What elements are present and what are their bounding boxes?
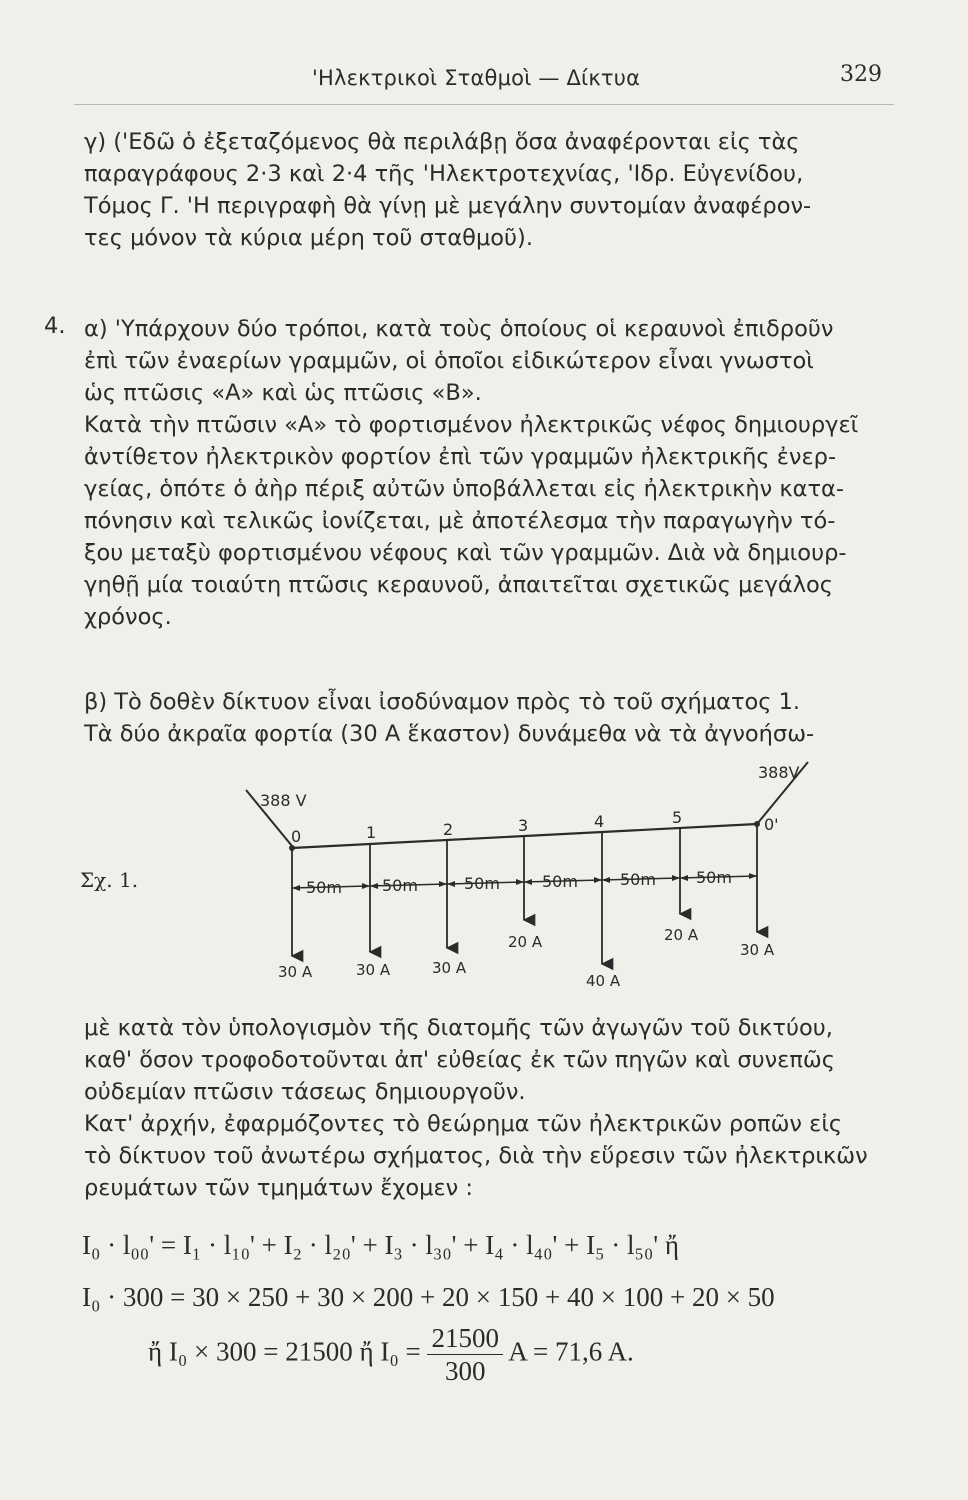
text-line: γ) ('Εδῶ ὁ ἐξεταζόμενος θὰ περιλάβῃ ὅσα ἀναφέρονται εἰς τὰς bbox=[84, 129, 800, 155]
segment-length-label: 50m bbox=[542, 872, 578, 891]
text-line: ἐπὶ τῶν ἐναερίων γραμμῶν, οἱ ὁποῖοι εἰδικώτερον εἶναι γνωστοὶ bbox=[84, 348, 814, 374]
load-label: 30 A bbox=[432, 959, 467, 977]
text-line: Κατὰ τὴν πτῶσιν «Α» τὸ φορτισμένον ἠλεκτρικῶς νέφος δημιουργεῖ bbox=[84, 412, 859, 438]
node-label: 0 bbox=[291, 827, 302, 846]
node-label: 2 bbox=[443, 820, 454, 839]
equation-result-left: ἤ I₀ × 300 = 21500 ἤ I₀ = bbox=[148, 1336, 421, 1367]
text-line: Τόμος Γ. 'Η περιγραφὴ θὰ γίνῃ μὲ μεγάλην συντομίαν ἀναφέρον- bbox=[84, 193, 812, 219]
left-voltage-label: 388 V bbox=[260, 791, 307, 810]
text-line: ὡς πτῶσις «Α» καὶ ὡς πτῶσις «Β». bbox=[84, 380, 482, 406]
text-line: ξου μεταξὺ φορτισμένου νέφους καὶ τῶν γραμμῶν. Διὰ νὰ δημιουρ- bbox=[84, 540, 847, 566]
item-number: 4. bbox=[44, 313, 66, 339]
equation-substituted: I₀ · 300 = 30 × 250 + 30 × 200 + 20 × 150 + 40 × 100 + 20 × 50 bbox=[82, 1282, 775, 1312]
node-label: 3 bbox=[518, 816, 529, 835]
fraction-denominator: 300 bbox=[444, 1356, 486, 1386]
load-label: 30 A bbox=[356, 961, 391, 979]
segment-length-label: 50m bbox=[464, 874, 500, 893]
load-label: 20 A bbox=[508, 933, 543, 951]
page-number: 329 bbox=[840, 62, 882, 87]
fraction-numerator: 21500 bbox=[427, 1322, 503, 1355]
load-label: 30 A bbox=[278, 963, 313, 981]
text-line: Τὰ δύο ἀκραῖα φορτία (30 Α ἕκαστον) δυνάμεθα νὰ τὰ ἀγνοήσω- bbox=[84, 721, 815, 747]
text-line: β) Τὸ δοθὲν δίκτυον εἶναι ἰσοδύναμον πρὸς τὸ τοῦ σχήματος 1. bbox=[84, 689, 801, 715]
text-line: μὲ κατὰ τὸν ὑπολογισμὸν τῆς διατομῆς τῶν ἀγωγῶν τοῦ δικτύου, bbox=[84, 1015, 833, 1041]
segment-length-label: 50m bbox=[696, 868, 732, 887]
equation-result bbox=[148, 1322, 634, 1387]
text-line: γηθῇ μία τοιαύτη πτῶσις κεραυνοῦ, ἀπαιτεῖται σχετικῶς μεγάλος bbox=[84, 572, 834, 598]
text-line: ἀντίθετον ἠλεκτρικὸν φορτίον ἐπὶ τῶν γραμμῶν ἠλεκτρικῆς ἐνερ- bbox=[84, 444, 837, 470]
text-line: γείας, ὁπότε ὁ ἀὴρ πέριξ αὐτῶν ὑποβάλλεται εἰς ἠλεκτρικὴν κατα- bbox=[84, 476, 844, 502]
text-line: ρευμάτων τῶν τμημάτων ἔχομεν : bbox=[84, 1175, 473, 1201]
text-line: πόνησιν καὶ τελικῶς ἰονίζεται, μὲ ἀποτέλεσμα τὴν παραγωγὴν τό- bbox=[84, 508, 836, 534]
text-line: τὸ δίκτυον τοῦ ἀνωτέρω σχήματος, διὰ τὴν εὕρεσιν τῶν ἠλεκτρικῶν bbox=[84, 1143, 868, 1169]
node-label: 4 bbox=[594, 812, 605, 831]
node-label: 1 bbox=[366, 823, 377, 842]
node-label: 5 bbox=[672, 808, 683, 827]
segment-length-label: 50m bbox=[620, 870, 656, 889]
running-header-title: 'Ηλεκτρικοὶ Σταθμοὶ — Δίκτυα bbox=[312, 66, 641, 90]
segment-length-label: 50m bbox=[306, 878, 342, 897]
text-line: οὐδεμίαν πτῶσιν τάσεως δημιουργοῦν. bbox=[84, 1079, 526, 1105]
text-line: καθ' ὅσον τροφοδοτοῦνται ἀπ' εὐθείας ἐκ τῶν πηγῶν καὶ συνεπῶς bbox=[84, 1047, 835, 1073]
segment-length-label: 50m bbox=[382, 876, 418, 895]
node-label: 0' bbox=[764, 815, 779, 834]
load-label: 40 A bbox=[586, 972, 621, 990]
figure-label: Σχ. 1. bbox=[80, 868, 139, 892]
right-voltage-label: 388V bbox=[758, 763, 800, 782]
load-label: 30 A bbox=[740, 941, 775, 959]
equation-result-right: A = 71,6 A. bbox=[508, 1336, 634, 1367]
equation-moments: I₀ · l₀₀' = I₁ · l₁₀' + I₂ · l₂₀' + I₃ · l₃₀' + I₄ · l₄₀' + I₅ · l₅₀' ἤ bbox=[82, 1230, 680, 1260]
paragraph-after-figure bbox=[84, 1012, 868, 1204]
text-line: παραγράφους 2·3 καὶ 2·4 τῆς 'Ηλεκτροτεχνίας, 'Ιδρ. Εὐγενίδου, bbox=[84, 161, 804, 187]
fraction bbox=[427, 1322, 503, 1387]
text-line: τες μόνον τὰ κύρια μέρη τοῦ σταθμοῦ). bbox=[84, 225, 533, 251]
load-label: 20 A bbox=[664, 926, 699, 944]
text-line: χρόνος. bbox=[84, 604, 172, 630]
text-line: Κατ' ἀρχήν, ἐφαρμόζοντες τὸ θεώρημα τῶν ἠλεκτρικῶν ροπῶν εἰς bbox=[84, 1111, 843, 1137]
text-line: α) 'Υπάρχουν δύο τρόποι, κατὰ τοὺς ὁποίους οἱ κεραυνοὶ ἐπιδροῦν bbox=[84, 316, 834, 342]
